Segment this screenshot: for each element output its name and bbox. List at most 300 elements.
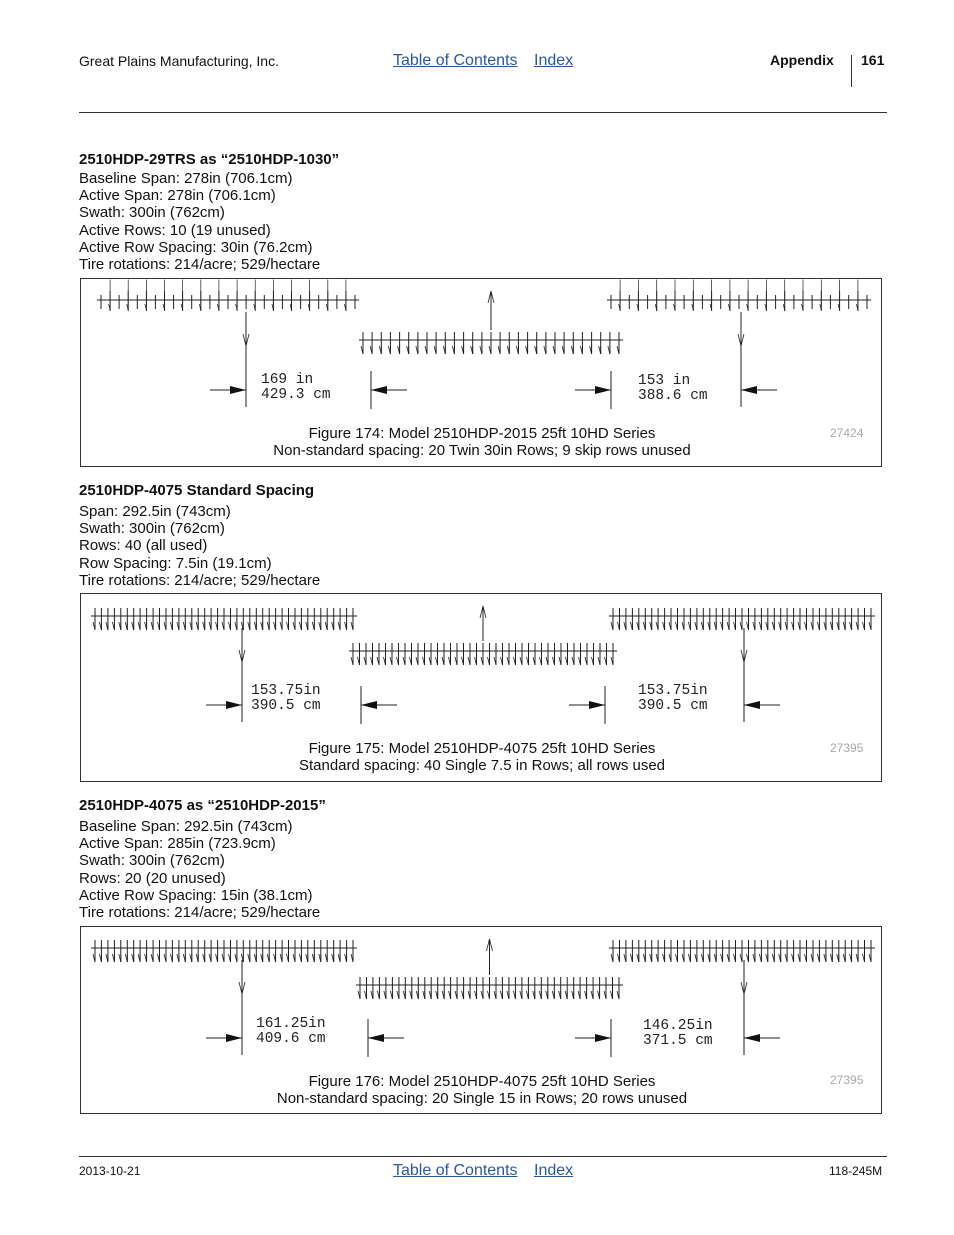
row-unit-arrow <box>199 280 201 311</box>
row-unit-arrow <box>811 622 813 630</box>
row-unit-arrow <box>429 657 431 665</box>
row-unit-arrow <box>837 622 839 630</box>
row-unit-arrow <box>272 280 274 311</box>
row-unit-arrow <box>820 280 822 311</box>
row-unit-arrow <box>434 346 436 354</box>
right-dimension-label <box>643 1019 713 1049</box>
row-unit-arrow <box>145 954 147 962</box>
row-unit-arrow <box>209 622 211 630</box>
row-unit-arrow <box>650 954 652 962</box>
row-unit-arrow <box>805 954 807 962</box>
index-link[interactable]: Index <box>534 52 574 69</box>
row-unit-arrow <box>410 991 412 999</box>
row-unit-arrow <box>299 954 301 962</box>
row-unit-arrow <box>779 954 781 962</box>
row-unit-arrow <box>397 657 399 665</box>
row-unit-arrow <box>552 991 554 999</box>
row-unit-arrow <box>669 622 671 630</box>
row-unit-arrow <box>436 991 438 999</box>
row-unit-arrow <box>371 657 373 665</box>
row-unit-arrow <box>338 954 340 962</box>
row-unit-arrow <box>468 991 470 999</box>
figure-caption <box>81 1073 883 1107</box>
row-unit-arrow <box>132 954 134 962</box>
figure-175 <box>80 593 882 782</box>
row-unit-arrow <box>682 622 684 630</box>
row-unit-arrow <box>358 991 360 999</box>
row-unit-arrow <box>714 954 716 962</box>
row-unit-arrow <box>535 346 537 354</box>
spec-list-2 <box>79 503 320 589</box>
row-unit-arrow <box>753 954 755 962</box>
row-unit-arrow <box>792 954 794 962</box>
row-unit-arrow <box>361 346 363 354</box>
row-unit-arrow <box>449 991 451 999</box>
row-unit-arrow <box>280 622 282 630</box>
dimension-arrowhead <box>361 701 377 709</box>
row-unit-arrow <box>526 991 528 999</box>
spec-line: Active Row Spacing: 30in (76.2cm) <box>79 238 313 256</box>
row-unit-arrow <box>449 657 451 665</box>
row-unit-arrow <box>785 954 787 962</box>
row-unit-arrow <box>308 280 310 311</box>
row-unit-arrow <box>489 346 491 354</box>
row-unit-arrow <box>546 991 548 999</box>
dimension-inches: 153.75in <box>638 683 708 699</box>
footer-table-of-contents-link[interactable]: Table of Contents <box>393 1162 518 1179</box>
row-unit-arrow <box>850 622 852 630</box>
row-unit-arrow <box>753 622 755 630</box>
row-unit-arrow <box>325 954 327 962</box>
dimension-inches: 153.75in <box>251 683 321 699</box>
row-unit-arrow <box>229 954 231 962</box>
row-unit-arrow <box>863 622 865 630</box>
row-unit-arrow <box>817 954 819 962</box>
row-unit-arrow <box>267 622 269 630</box>
spec-line: Tire rotations: 214/acre; 529/hectare <box>79 571 321 589</box>
dimension-cm: 409.6 cm <box>256 1031 326 1047</box>
dimension-cm: 429.3 cm <box>261 387 331 403</box>
row-unit-arrow <box>611 991 613 999</box>
row-unit-arrow <box>546 657 548 665</box>
row-unit-arrow <box>656 954 658 962</box>
figure-id: 27424 <box>830 426 864 440</box>
row-unit-arrow <box>93 622 95 630</box>
row-unit-arrow <box>539 991 541 999</box>
section-title-3: 2510HDP-4075 as “2510HDP-2015” <box>79 797 326 814</box>
row-unit-arrow <box>856 954 858 962</box>
row-unit-arrow <box>656 622 658 630</box>
row-unit-arrow <box>617 991 619 999</box>
row-unit-arrow <box>345 622 347 630</box>
figure-174 <box>80 278 882 467</box>
row-unit-arrow <box>540 657 542 665</box>
row-unit-arrow <box>371 991 373 999</box>
row-unit-arrow <box>293 622 295 630</box>
row-unit-arrow <box>533 991 535 999</box>
row-unit-arrow <box>217 280 219 311</box>
row-unit-arrow <box>145 280 147 311</box>
row-unit-arrow <box>254 954 256 962</box>
row-unit-arrow <box>617 346 619 354</box>
row-unit-arrow <box>565 991 567 999</box>
row-unit-arrow <box>802 280 804 311</box>
row-unit-arrow <box>261 622 263 630</box>
row-unit-arrow <box>624 954 626 962</box>
row-unit-arrow <box>345 954 347 962</box>
row-unit-arrow <box>158 622 160 630</box>
row-unit-arrow <box>798 954 800 962</box>
row-unit-arrow <box>526 346 528 354</box>
row-unit-arrow <box>254 280 256 311</box>
table-of-contents-link[interactable]: Table of Contents <box>393 52 518 69</box>
caption-line-1: Figure 176: Model 2510HDP-4075 25ft 10HD Series <box>308 1073 656 1090</box>
row-unit-arrow <box>553 346 555 354</box>
row-unit-arrow <box>462 991 464 999</box>
row-unit-arrow <box>209 954 211 962</box>
row-unit-arrow <box>416 346 418 354</box>
row-unit-arrow <box>590 346 592 354</box>
row-unit-arrow <box>468 657 470 665</box>
header-rule <box>79 112 887 113</box>
row-unit-arrow <box>112 954 114 962</box>
row-unit-arrow <box>306 954 308 962</box>
spec-list-3 <box>79 818 320 921</box>
row-unit-arrow <box>695 954 697 962</box>
row-unit-arrow <box>93 954 95 962</box>
dimension-arrowhead <box>744 701 760 709</box>
row-unit-arrow <box>728 280 730 311</box>
spec-line: Active Span: 285in (723.9cm) <box>79 835 276 853</box>
row-unit-arrow <box>319 954 321 962</box>
row-unit-arrow <box>734 622 736 630</box>
spec-line: Swath: 300in (762cm) <box>79 204 225 222</box>
row-unit-arrow <box>416 657 418 665</box>
row-unit-arrow <box>721 622 723 630</box>
row-unit-arrow <box>183 954 185 962</box>
dimension-cm: 390.5 cm <box>638 698 708 714</box>
row-unit-arrow <box>462 346 464 354</box>
row-unit-arrow <box>676 954 678 962</box>
dimension-arrowhead <box>230 386 246 394</box>
row-unit-arrow <box>351 622 353 630</box>
row-unit-arrow <box>674 280 676 311</box>
row-unit-arrow <box>655 280 657 311</box>
row-unit-arrow <box>196 622 198 630</box>
row-unit-arrow <box>611 954 613 962</box>
row-unit-arrow <box>248 954 250 962</box>
row-unit-arrow <box>397 991 399 999</box>
spec-line: Swath: 300in (762cm) <box>79 852 225 870</box>
row-unit-arrow <box>701 622 703 630</box>
row-unit-arrow <box>727 954 729 962</box>
row-unit-arrow <box>203 954 205 962</box>
row-unit-arrow <box>384 657 386 665</box>
row-unit-arrow <box>106 954 108 962</box>
row-unit-arrow <box>145 622 147 630</box>
row-unit-arrow <box>688 622 690 630</box>
row-unit-arrow <box>779 622 781 630</box>
row-unit-arrow <box>856 280 858 311</box>
dimension-inches: 146.25in <box>643 1018 713 1034</box>
row-unit-arrow <box>222 622 224 630</box>
row-unit-arrow <box>351 954 353 962</box>
row-unit-arrow <box>580 346 582 354</box>
row-unit-arrow <box>643 622 645 630</box>
row-unit-arrow <box>494 991 496 999</box>
row-unit-arrow <box>494 657 496 665</box>
row-unit-arrow <box>830 954 832 962</box>
spec-line: Tire rotations: 214/acre; 529/hectare <box>79 256 321 274</box>
row-unit-arrow <box>248 622 250 630</box>
row-unit-arrow <box>183 622 185 630</box>
figure-176 <box>80 926 882 1114</box>
row-unit-arrow <box>498 346 500 354</box>
spec-line: Baseline Span: 278in (706.1cm) <box>79 170 293 187</box>
dimension-arrowhead <box>589 701 605 709</box>
row-unit-arrow <box>216 954 218 962</box>
row-unit-arrow <box>513 991 515 999</box>
spec-line: Rows: 40 (all used) <box>79 537 208 555</box>
row-unit-arrow <box>766 622 768 630</box>
dimension-inches: 153 in <box>638 373 691 389</box>
row-unit-arrow <box>817 622 819 630</box>
spec-list-1 <box>79 170 320 273</box>
row-unit-arrow <box>236 280 238 311</box>
row-unit-arrow <box>407 346 409 354</box>
dimension-arrowhead <box>368 1034 384 1042</box>
row-unit-arrow <box>585 991 587 999</box>
row-unit-arrow <box>805 622 807 630</box>
spec-line: Baseline Span: 292.5in (743cm) <box>79 818 293 835</box>
row-unit-arrow <box>196 954 198 962</box>
row-unit-arrow <box>611 622 613 630</box>
dimension-cm: 388.6 cm <box>638 388 708 404</box>
row-unit-arrow <box>403 657 405 665</box>
dimension-arrowhead <box>371 386 387 394</box>
row-unit-arrow <box>507 991 509 999</box>
row-unit-arrow <box>190 622 192 630</box>
row-unit-arrow <box>312 954 314 962</box>
row-unit-arrow <box>740 954 742 962</box>
left-dimension-label <box>256 1017 326 1047</box>
row-unit-arrow <box>843 954 845 962</box>
row-unit-arrow <box>618 622 620 630</box>
row-unit-arrow <box>125 622 127 630</box>
row-unit-arrow <box>384 991 386 999</box>
row-unit-arrow <box>481 657 483 665</box>
row-unit-arrow <box>501 657 503 665</box>
row-unit-arrow <box>765 280 767 311</box>
figure-caption <box>81 740 883 774</box>
caption-line-1: Figure 174: Model 2510HDP-2015 25ft 10HD Series <box>308 425 656 442</box>
row-unit-arrow <box>462 657 464 665</box>
row-unit-arrow <box>500 991 502 999</box>
row-unit-arrow <box>177 622 179 630</box>
row-unit-arrow <box>650 622 652 630</box>
row-unit-arrow <box>579 657 581 665</box>
row-unit-arrow <box>164 954 166 962</box>
spec-line: Active Rows: 10 (19 unused) <box>79 221 271 239</box>
row-unit-arrow <box>783 280 785 311</box>
row-unit-arrow <box>423 991 425 999</box>
row-unit-arrow <box>287 954 289 962</box>
figure-id: 27395 <box>830 741 864 755</box>
left-dimension-label <box>261 373 331 403</box>
row-unit-arrow <box>138 622 140 630</box>
row-unit-arrow <box>669 954 671 962</box>
row-unit-arrow <box>611 657 613 665</box>
row-unit-arrow <box>772 622 774 630</box>
row-unit-arrow <box>830 622 832 630</box>
row-unit-arrow <box>592 657 594 665</box>
company-name: Great Plains Manufacturing, Inc. <box>79 53 279 69</box>
row-unit-arrow <box>608 346 610 354</box>
row-unit-arrow <box>216 622 218 630</box>
section-name: Appendix <box>770 52 834 68</box>
row-unit-arrow <box>425 346 427 354</box>
row-unit-arrow <box>488 991 490 999</box>
row-unit-arrow <box>442 991 444 999</box>
row-unit-arrow <box>370 346 372 354</box>
left-dimension-label <box>251 684 321 714</box>
row-unit-arrow <box>811 954 813 962</box>
dimension-arrowhead <box>226 1034 242 1042</box>
row-unit-arrow <box>443 346 445 354</box>
row-unit-arrow <box>293 954 295 962</box>
row-unit-arrow <box>177 954 179 962</box>
row-unit-arrow <box>507 346 509 354</box>
row-unit-arrow <box>605 657 607 665</box>
row-unit-arrow <box>163 280 165 311</box>
spec-line: Rows: 20 (20 unused) <box>79 869 226 887</box>
row-unit-arrow <box>471 346 473 354</box>
row-unit-arrow <box>527 657 529 665</box>
spec-line: Row Spacing: 7.5in (19.1cm) <box>79 554 272 572</box>
row-unit-arrow <box>798 622 800 630</box>
row-unit-arrow <box>604 991 606 999</box>
row-unit-arrow <box>99 622 101 630</box>
row-unit-arrow <box>747 622 749 630</box>
row-unit-arrow <box>837 954 839 962</box>
row-unit-arrow <box>572 657 574 665</box>
row-unit-arrow <box>559 657 561 665</box>
row-unit-arrow <box>280 954 282 962</box>
row-unit-arrow <box>151 622 153 630</box>
row-unit-arrow <box>772 954 774 962</box>
row-unit-arrow <box>229 622 231 630</box>
row-unit-arrow <box>299 622 301 630</box>
section-title-1: 2510HDP-29TRS as “2510HDP-1030” <box>79 151 340 168</box>
row-unit-arrow <box>869 954 871 962</box>
row-unit-arrow <box>637 280 639 311</box>
row-unit-arrow <box>740 622 742 630</box>
row-unit-arrow <box>338 622 340 630</box>
row-unit-arrow <box>138 954 140 962</box>
row-unit-arrow <box>514 657 516 665</box>
row-unit-arrow <box>792 622 794 630</box>
row-unit-arrow <box>785 622 787 630</box>
row-unit-arrow <box>119 622 121 630</box>
row-unit-arrow <box>364 657 366 665</box>
row-unit-arrow <box>403 991 405 999</box>
row-unit-arrow <box>254 622 256 630</box>
row-unit-arrow <box>598 991 600 999</box>
row-unit-arrow <box>618 954 620 962</box>
row-unit-arrow <box>442 657 444 665</box>
row-unit-arrow <box>572 991 574 999</box>
row-unit-arrow <box>630 954 632 962</box>
row-unit-arrow <box>714 622 716 630</box>
row-unit-arrow <box>481 991 483 999</box>
section-title-2: 2510HDP-4075 Standard Spacing <box>79 482 315 499</box>
right-dimension-label <box>638 684 708 714</box>
row-unit-arrow <box>688 954 690 962</box>
row-unit-arrow <box>708 622 710 630</box>
row-unit-arrow <box>332 954 334 962</box>
row-unit-arrow <box>692 280 694 311</box>
footer-doc-number: 118-245M <box>829 1164 883 1178</box>
row-unit-arrow <box>203 622 205 630</box>
footer-date: 2013-10-21 <box>79 1164 141 1178</box>
row-unit-arrow <box>326 280 328 311</box>
row-unit-arrow <box>747 954 749 962</box>
row-unit-arrow <box>274 622 276 630</box>
row-unit-arrow <box>455 991 457 999</box>
row-unit-arrow <box>838 280 840 311</box>
row-unit-arrow <box>598 657 600 665</box>
row-unit-arrow <box>663 954 665 962</box>
row-unit-arrow <box>533 657 535 665</box>
row-unit-arrow <box>377 991 379 999</box>
caption-line-2: Non-standard spacing: 20 Single 15 in Rows; 20 rows unused <box>276 1090 688 1107</box>
row-unit-arrow <box>824 954 826 962</box>
row-unit-arrow <box>132 622 134 630</box>
dimension-inches: 161.25in <box>256 1016 326 1032</box>
row-unit-arrow <box>643 954 645 962</box>
row-unit-arrow <box>99 954 101 962</box>
row-unit-arrow <box>869 622 871 630</box>
row-unit-arrow <box>630 622 632 630</box>
row-unit-arrow <box>520 991 522 999</box>
row-unit-arrow <box>267 954 269 962</box>
dimension-arrowhead <box>595 386 611 394</box>
row-unit-arrow <box>856 622 858 630</box>
page-number: 161 <box>861 52 885 68</box>
row-unit-arrow <box>436 657 438 665</box>
dimension-arrowhead <box>744 1034 760 1042</box>
row-unit-arrow <box>410 657 412 665</box>
row-unit-arrow <box>377 657 379 665</box>
row-unit-arrow <box>544 346 546 354</box>
row-unit-arrow <box>624 622 626 630</box>
dimension-arrowhead <box>595 1034 611 1042</box>
footer-rule <box>79 1156 887 1157</box>
caption-line-2: Standard spacing: 40 Single 7.5 in Rows; all rows used <box>298 757 666 774</box>
spec-line: Active Row Spacing: 15in (38.1cm) <box>79 886 313 904</box>
row-unit-arrow <box>559 991 561 999</box>
right-dimension-label <box>638 374 708 404</box>
row-unit-arrow <box>578 991 580 999</box>
row-unit-arrow <box>710 280 712 311</box>
row-unit-arrow <box>429 991 431 999</box>
row-unit-arrow <box>676 622 678 630</box>
figure-caption <box>81 425 883 459</box>
row-unit-arrow <box>312 622 314 630</box>
row-unit-arrow <box>663 622 665 630</box>
row-unit-arrow <box>358 657 360 665</box>
footer-index-link[interactable]: Index <box>534 1162 574 1179</box>
